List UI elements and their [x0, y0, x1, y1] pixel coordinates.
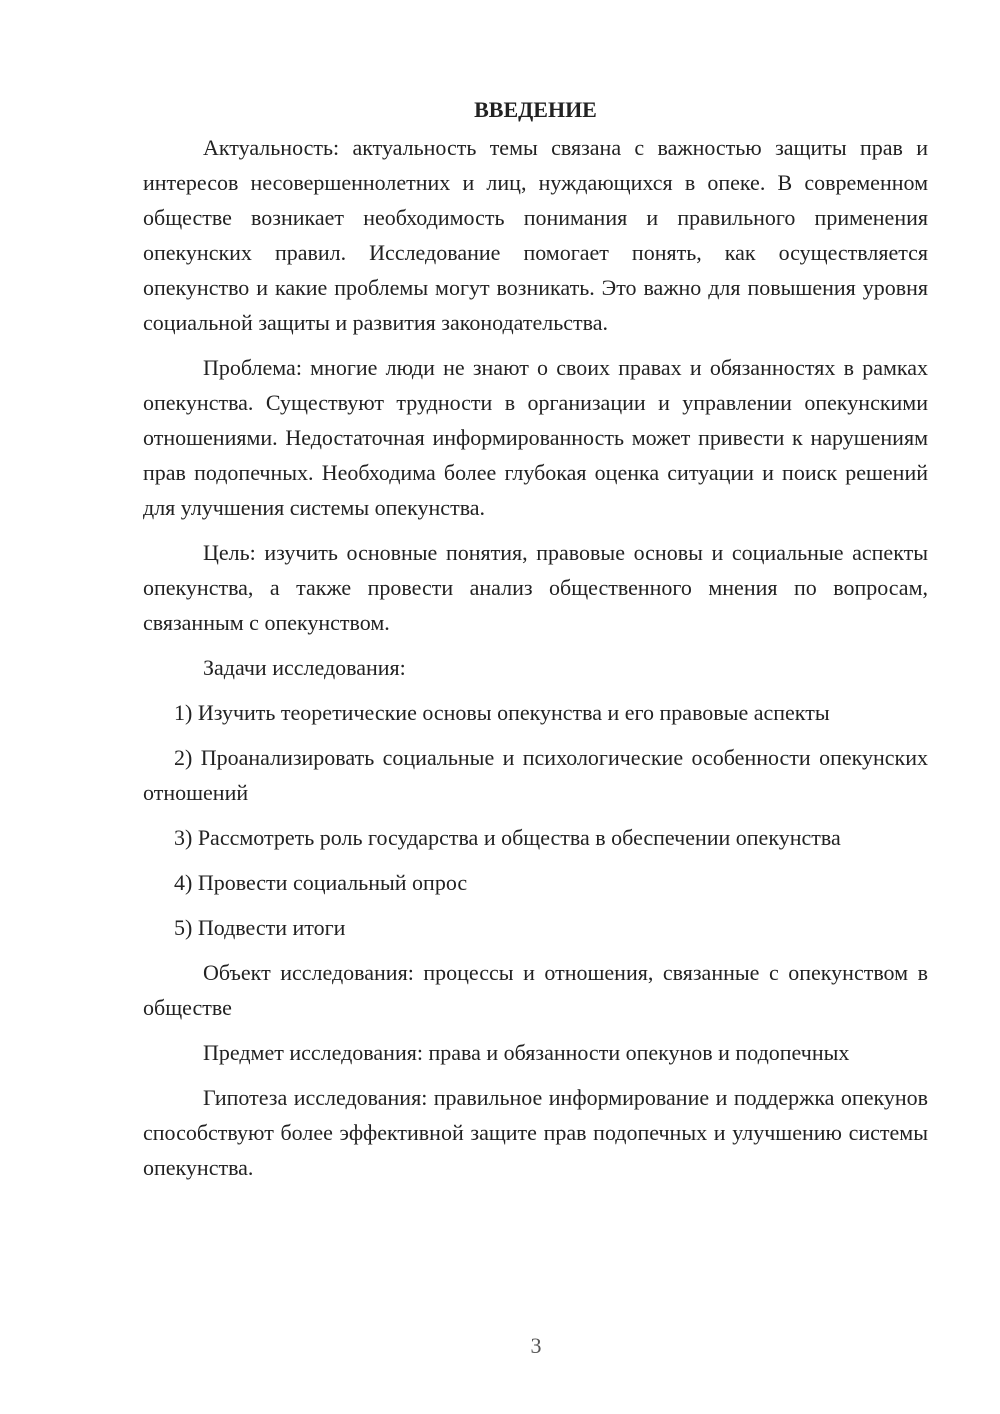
paragraph-goal: Цель: изучить основные понятия, правовые основы и социальные аспекты опекунства, а также провести анализ общественного мнения по вопросам, связанным с опекунством.: [143, 540, 928, 635]
task-item: 2) Проанализировать социальные и психологические особенности опекунских отношений: [143, 745, 928, 805]
page-number: 3: [530, 1333, 542, 1358]
task-item: 3) Рассмотреть роль государства и общества в обеспечении опекунства: [174, 825, 841, 850]
paragraph-subject: Предмет исследования: права и обязанности опекунов и подопечных: [203, 1040, 850, 1065]
paragraph-relevance: Актуальность: актуальность темы связана с важностью защиты прав и интересов несовершеннолетних и лиц, нуждающихся в опеке. В современном обществе возникает необходимость понимания и правильного применения опекунских правил. Исследование помогает понять, как осуществляется опекунство и какие проблемы могут возникать. Это важно для повышения уровня социальной защиты и развития законодательства.: [143, 135, 928, 335]
paragraph-tasks-title: Задачи исследования:: [203, 655, 406, 680]
document-page: [143, 92, 928, 1195]
task-item: 1) Изучить теоретические основы опекунства и его правовые аспекты: [174, 700, 830, 725]
section-heading: ВВЕДЕНИЕ: [474, 97, 597, 122]
task-item: 5) Подвести итоги: [174, 915, 346, 940]
paragraph-problem: Проблема: многие люди не знают о своих правах и обязанностях в рамках опекунства. Существуют трудности в организации и управлении опекунскими отношениями. Недостаточная информированность может привести к нарушениям прав подопечных. Необходима более глубокая оценка ситуации и поиск решений для улучшения системы опекунства.: [143, 355, 928, 520]
task-item: 4) Провести социальный опрос: [174, 870, 468, 895]
paragraph-hypothesis: Гипотеза исследования: правильное информирование и поддержка опекунов способствуют более эффективной защите прав подопечных и улучшению системы опекунства.: [143, 1085, 928, 1180]
paragraph-object: Объект исследования: процессы и отношения, связанные с опекунством в обществе: [143, 960, 928, 1020]
